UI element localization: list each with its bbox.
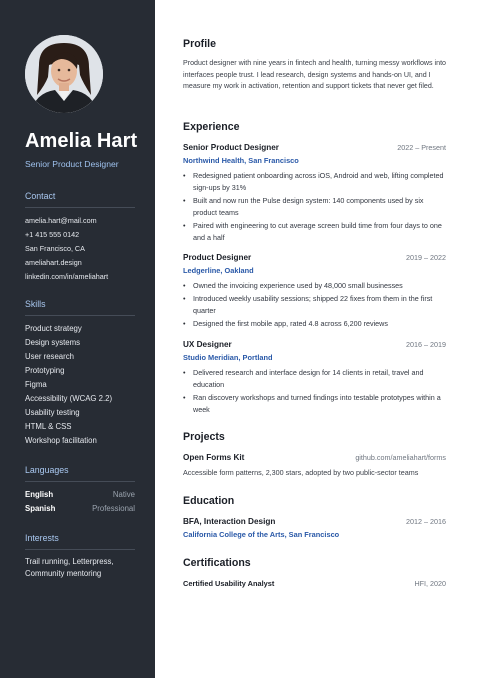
skill-item: Workshop facilitation [25, 436, 97, 445]
language-level: Native [112, 490, 135, 499]
skill-item: HTML & CSS [25, 422, 72, 431]
profile-section [183, 38, 446, 93]
profile-heading: Profile [183, 38, 216, 50]
skill-item: Design systems [25, 338, 81, 347]
job-title: Senior Product Designer [183, 143, 279, 152]
job-organization: Ledgerline, Oakland [183, 266, 254, 275]
profile-text: Product designer with nine years in fintech and health, turning messy workflows into interfaces people trust. I lead research, design systems and hands-on UI, and I measure my work in activation, retention and support tickets that never get filed. [183, 59, 446, 91]
language-name: English [25, 490, 54, 499]
education-school: California College of the Arts, San Francisco [183, 530, 340, 539]
job-bullets [183, 367, 446, 416]
certification-row [183, 579, 446, 588]
job-bullets [183, 280, 446, 330]
education-header [183, 517, 446, 526]
main-content [155, 0, 480, 678]
job-dates: 2016 – 2019 [406, 340, 446, 349]
job-header [183, 340, 446, 349]
languages-section [25, 465, 135, 516]
job-title: Product Designer [183, 253, 252, 262]
skill-item: Figma [25, 380, 47, 389]
interests-heading: Interests [25, 533, 135, 550]
project-description: Accessible form patterns, 2,300 stars, adopted by two public-sector teams [183, 468, 419, 477]
job-header [183, 253, 446, 262]
certification-meta: HFI, 2020 [414, 579, 446, 588]
skill-item: Accessibility (WCAG 2.2) [25, 394, 113, 403]
education-heading: Education [183, 495, 235, 507]
job-bullet: • Introduced weekly usability sessions; shipped 22 fixes from them in the first quarter [183, 293, 446, 317]
experience-heading: Experience [183, 121, 240, 133]
contact-website[interactable]: ameliahart.design [25, 258, 82, 267]
interests-text: Trail running, Letterpress, Community mentoring [25, 557, 114, 578]
contact-location: San Francisco, CA [25, 244, 85, 253]
project-name: Open Forms Kit [183, 453, 245, 462]
skill-item: Usability testing [25, 408, 80, 417]
job-organization: Studio Meridian, Portland [183, 353, 273, 362]
person-role: Senior Product Designer [25, 159, 119, 169]
language-row [25, 502, 135, 516]
job-bullet: • Delivered research and interface design for 14 clients in retail, travel and education [183, 367, 446, 391]
project-link[interactable]: github.com/ameliahart/forms [355, 453, 446, 462]
experience-section [183, 121, 446, 133]
education-degree: BFA, Interaction Design [183, 517, 276, 526]
skill-item: Product strategy [25, 324, 82, 333]
job-header [183, 143, 446, 152]
job-title: UX Designer [183, 340, 232, 349]
job-entry [183, 340, 446, 417]
certifications-section [183, 557, 446, 588]
job-dates: 2022 – Present [397, 143, 446, 152]
language-name: Spanish [25, 504, 56, 513]
language-row [25, 488, 135, 502]
job-dates: 2019 – 2022 [406, 253, 446, 262]
languages-heading: Languages [25, 465, 135, 482]
interests-section [25, 533, 135, 580]
skill-item: User research [25, 352, 74, 361]
education-section [183, 495, 446, 539]
job-bullet: • Ran discovery workshops and turned findings into testable prototypes within a week [183, 392, 446, 416]
job-bullet: • Owned the invoicing experience used by 48,000 small businesses [183, 280, 446, 292]
job-bullet: • Built and now run the Pulse design system: 140 components used by six product teams [183, 195, 446, 219]
portrait-photo [25, 35, 103, 113]
language-level: Professional [92, 504, 135, 513]
skills-heading: Skills [25, 299, 135, 316]
contact-section [25, 191, 135, 284]
contact-linkedin[interactable]: linkedin.com/in/ameliahart [25, 272, 109, 281]
job-bullet: • Designed the first mobile app, rated 4.8 across 6,200 reviews [183, 318, 446, 330]
job-bullet: • Redesigned patient onboarding across iOS, Android and web, lifting completed sign-ups by 31% [183, 170, 446, 194]
certification-name: Certified Usability Analyst [183, 579, 275, 588]
certifications-heading: Certifications [183, 557, 251, 569]
projects-section [183, 431, 446, 477]
skill-item: Prototyping [25, 366, 65, 375]
job-entry [183, 143, 446, 245]
contact-email[interactable]: amelia.hart@mail.com [25, 216, 97, 225]
project-header [183, 453, 446, 462]
education-dates: 2012 – 2016 [406, 517, 446, 526]
job-bullet: • Paired with engineering to cut average screen build time from four days to one and a half [183, 220, 446, 244]
contact-heading: Contact [25, 191, 135, 208]
job-entry [183, 253, 446, 332]
job-organization: Northwind Health, San Francisco [183, 156, 299, 165]
person-name: Amelia Hart [25, 130, 138, 152]
contact-phone[interactable]: +1 415 555 0142 [25, 230, 80, 239]
avatar [25, 35, 103, 113]
projects-heading: Projects [183, 431, 225, 443]
skills-section [25, 299, 135, 448]
job-bullets [183, 170, 446, 244]
sidebar [0, 0, 155, 678]
